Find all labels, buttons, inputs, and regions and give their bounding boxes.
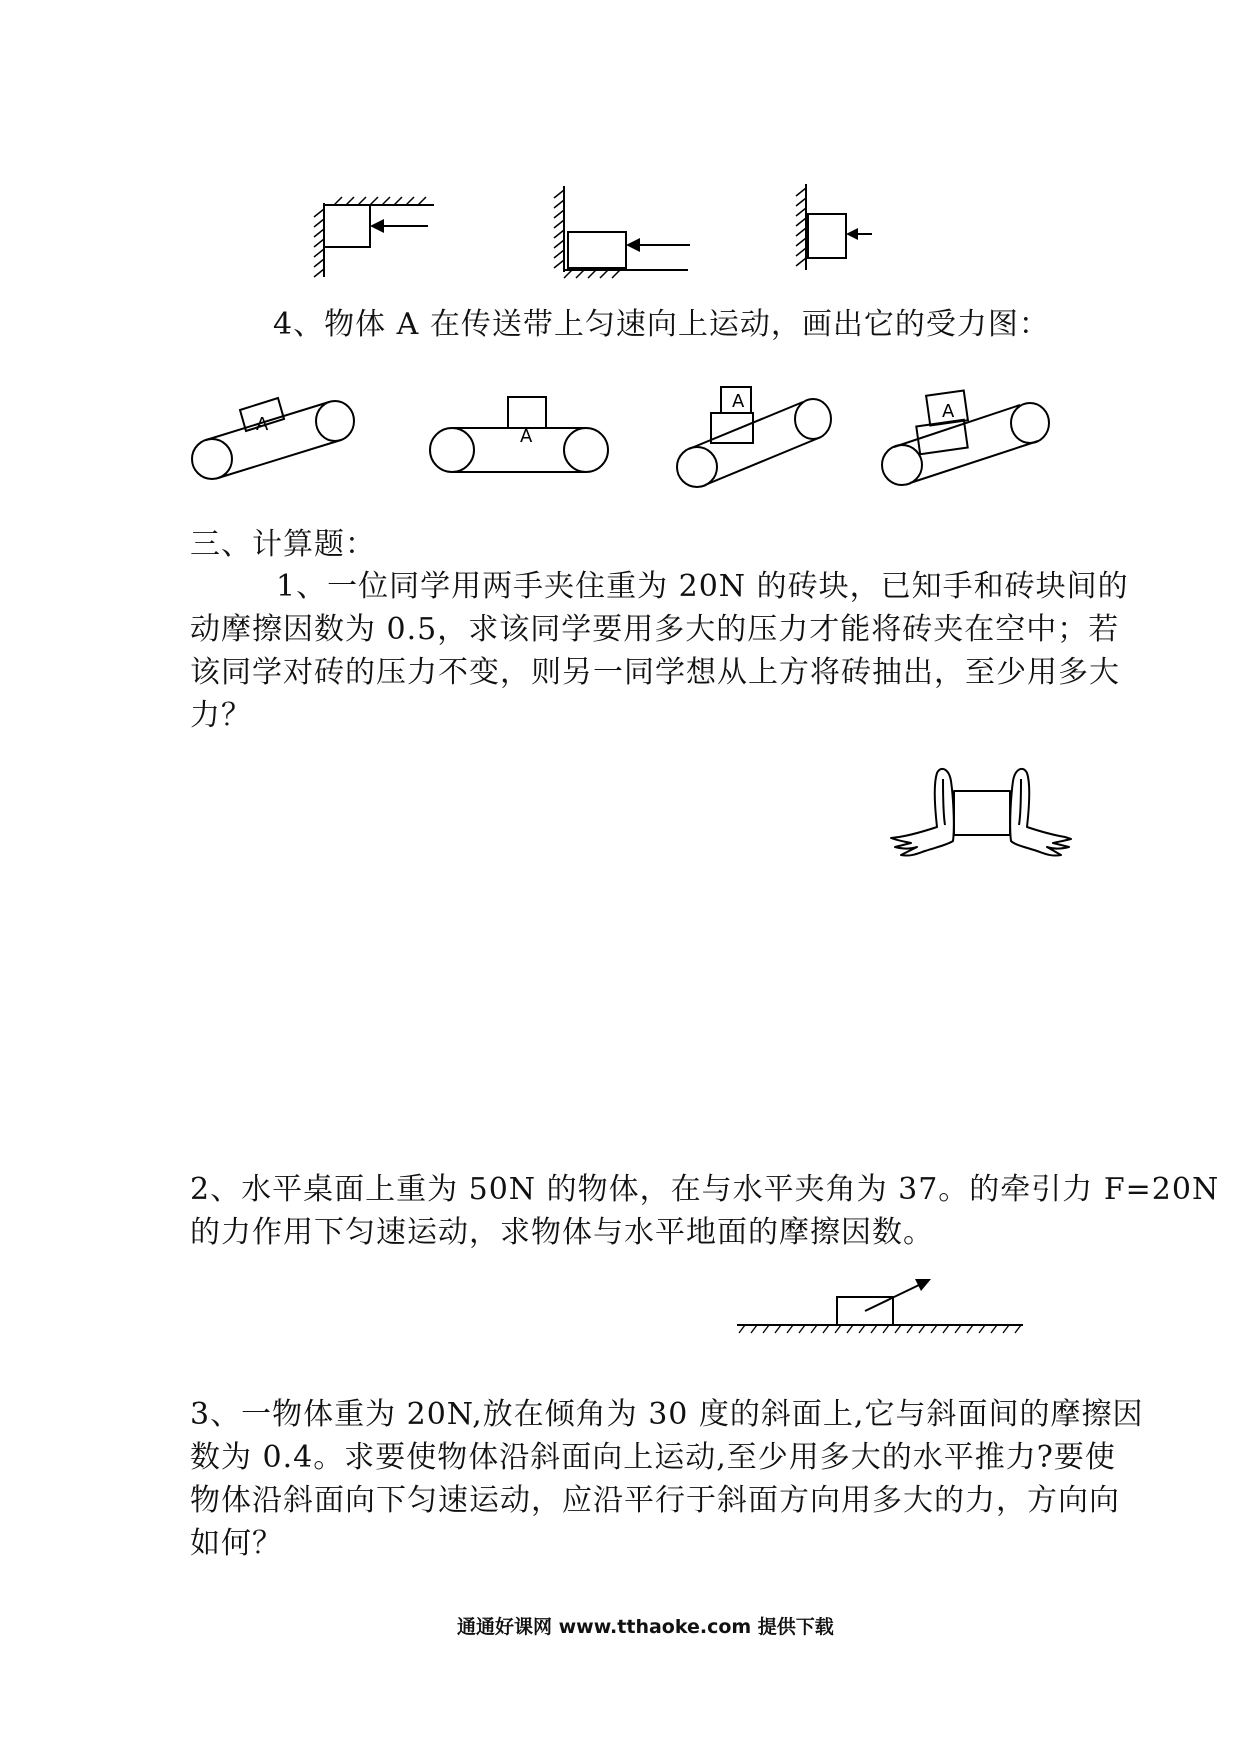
conveyor-inclined-1 (190, 385, 365, 480)
wall-floor-diagram (548, 180, 698, 280)
conveyor-inclined-stacked-2 (880, 385, 1055, 490)
problem-2-line-1: 2、水平桌面上重为 50N 的物体，在与水平夹角为 37。的牵引力 F=20N (190, 1172, 1220, 1207)
conveyor-3-label: A (732, 391, 745, 412)
problem-2-line-2: 的力作用下匀速运动，求物体与水平地面的摩擦因数。 (190, 1215, 934, 1250)
problem-1-line-4: 力？ (190, 698, 252, 733)
problem-3-line-3: 物体沿斜面向下匀速运动，应沿平行于斜面方向用多大的力，方向向 (190, 1483, 1120, 1518)
conveyor-2-label: A (520, 426, 533, 447)
problem-1-line-3: 该同学对砖的压力不变，则另一同学想从上方将砖抽出，至少用多大 (190, 655, 1120, 690)
wall-ceiling-diagram (310, 195, 440, 285)
block-on-table-diagram (735, 1265, 1025, 1345)
problem-3-line-4: 如何？ (190, 1526, 283, 1561)
conveyor-4-label: A (942, 401, 955, 422)
conveyor-horizontal (428, 395, 613, 475)
section-3-heading: 三、计算题： (190, 527, 376, 562)
problem-1-line-2: 动摩擦因数为 0.5，求该同学要用多大的压力才能将砖夹在空中；若 (190, 612, 1120, 647)
hands-holding-brick-diagram (885, 765, 1075, 875)
question-4-text: 4、物体 A 在传送带上匀速向上运动，画出它的受力图： (273, 307, 1050, 342)
problem-3-line-2: 数为 0.4。求要使物体沿斜面向上运动,至少用多大的水平推力?要使 (190, 1440, 1116, 1475)
problem-3-line-1: 3、一物体重为 20N,放在倾角为 30 度的斜面上,它与斜面间的摩擦因 (190, 1397, 1144, 1432)
wall-only-diagram (790, 180, 880, 275)
problem-1-line-1: 1、一位同学用两手夹住重为 20N 的砖块，已知手和砖块间的 (276, 569, 1129, 604)
conveyor-1-label: A (256, 414, 269, 435)
footer-text: 通通好课网 www.tthaoke.com 提供下载 (457, 1616, 834, 1638)
conveyor-inclined-stacked-1 (675, 385, 835, 490)
